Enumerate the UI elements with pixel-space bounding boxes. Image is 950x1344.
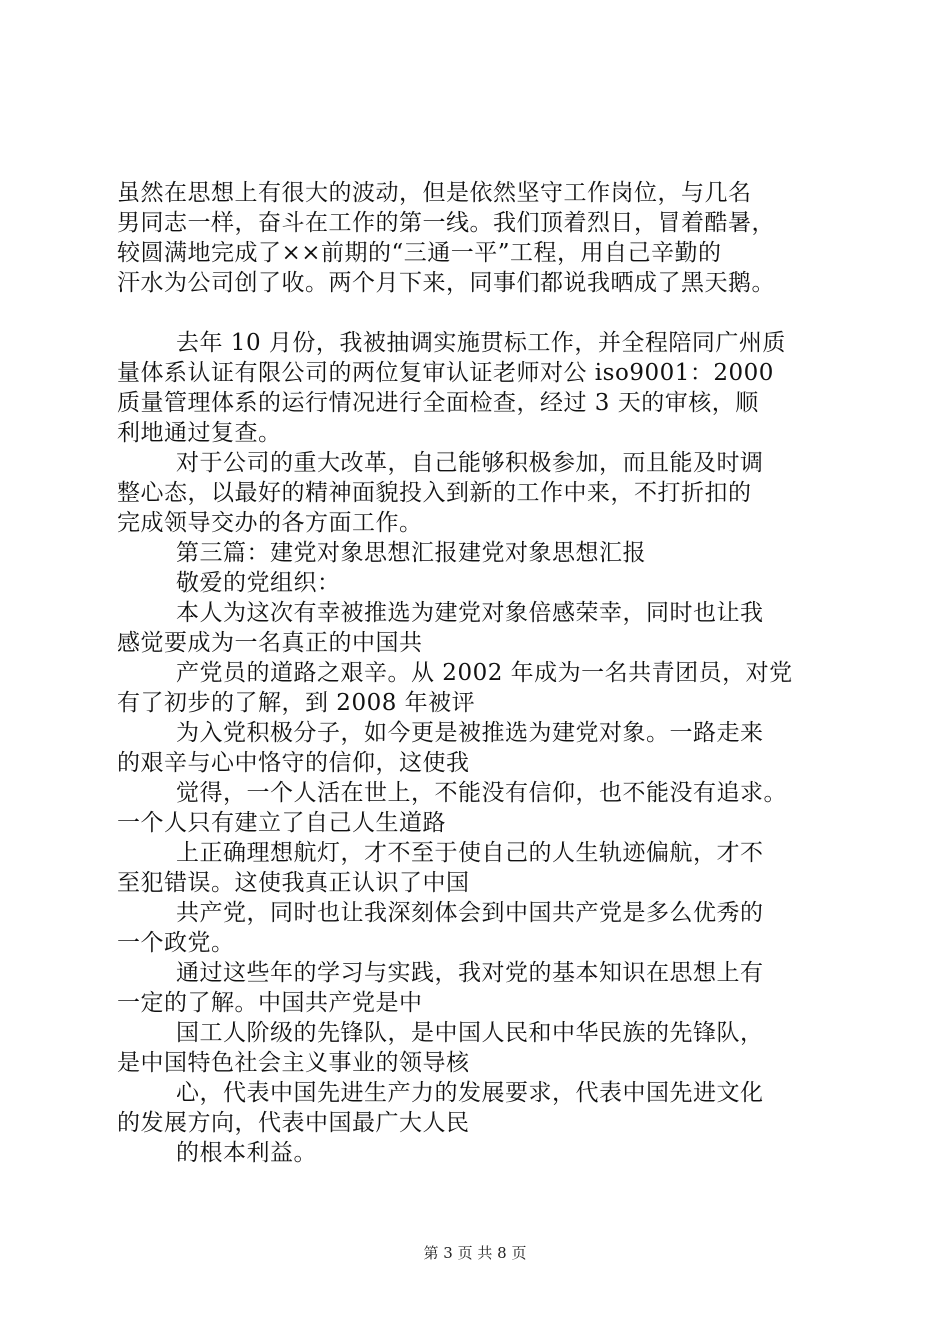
paragraph-line: 完成领导交办的各方面工作。 [117,510,423,536]
paragraph-line: 感觉要成为一名真正的中国共 [117,630,423,656]
paragraph-line: 是中国特色社会主义事业的领导核 [117,1050,470,1076]
paragraph-line: 质量管理体系的运行情况进行全面检查，经过 3 天的审核，顺 [117,390,759,416]
paragraph-line: 男同志一样，奋斗在工作的第一线。我们顶着烈日，冒着酷暑， [117,210,775,236]
page-number: 第 3 页 共 8 页 [423,1244,527,1262]
paragraph-line: 通过这些年的学习与实践，我对党的基本知识在思想上有 [176,960,764,986]
paragraph-line: 本人为这次有幸被推选为建党对象倍感荣幸，同时也让我 [176,600,764,626]
paragraph-line: 觉得，一个人活在世上，不能没有信仰，也不能没有追求。 [176,780,787,806]
paragraph-line: 的根本利益。 [176,1140,317,1166]
salutation: 敬爱的党组织： [176,570,341,596]
paragraph-line: 一个政党。 [117,930,235,956]
paragraph-line: 的发展方向，代表中国最广大人民 [117,1110,470,1136]
paragraph-line: 产党员的道路之艰辛。从 2002 年成为一名共青团员，对党 [176,660,793,686]
paragraph-line: 有了初步的了解，到 2008 年被评 [117,690,476,716]
paragraph-line: 较圆满地完成了××前期的“三通一平”工程，用自己辛勤的 [117,240,722,266]
paragraph-line: 心，代表中国先进生产力的发展要求，代表中国先进文化 [176,1080,764,1106]
paragraph-line: 为入党积极分子，如今更是被推选为建党对象。一路走来 [176,720,764,746]
paragraph-line: 至犯错误。这使我真正认识了中国 [117,870,470,896]
paragraph-line: 共产党，同时也让我深刻体会到中国共产党是多么优秀的 [176,900,764,926]
document-body [117,178,837,1168]
paragraph-line: 国工人阶级的先锋队，是中国人民和中华民族的先锋队， [176,1020,764,1046]
paragraph-line: 虽然在思想上有很大的波动，但是依然坚守工作岗位，与几名 [117,180,752,206]
paragraph-line: 一个人只有建立了自己人生道路 [117,810,446,836]
section-heading: 第三篇：建党对象思想汇报建党对象思想汇报 [176,540,646,566]
paragraph-line: 量体系认证有限公司的两位复审认证老师对公 iso9001：2000 [117,360,774,386]
paragraph-line: 去年 10 月份，我被抽调实施贯标工作，并全程陪同广州质 [176,330,786,356]
paragraph-line: 整心态，以最好的精神面貌投入到新的工作中来，不打折扣的 [117,480,752,506]
page-footer [0,1243,950,1263]
paragraph-line: 一定的了解。中国共产党是中 [117,990,423,1016]
paragraph-line: 上正确理想航灯，才不至于使自己的人生轨迹偏航，才不 [176,840,764,866]
paragraph-line: 汗水为公司创了收。两个月下来，同事们都说我晒成了黑天鹅。 [117,270,775,296]
paragraph-gap [117,298,837,328]
paragraph-line: 利地通过复查。 [117,420,282,446]
paragraph-line: 对于公司的重大改革，自己能够积极参加，而且能及时调 [176,450,764,476]
paragraph-line: 的艰辛与心中恪守的信仰，这使我 [117,750,470,776]
